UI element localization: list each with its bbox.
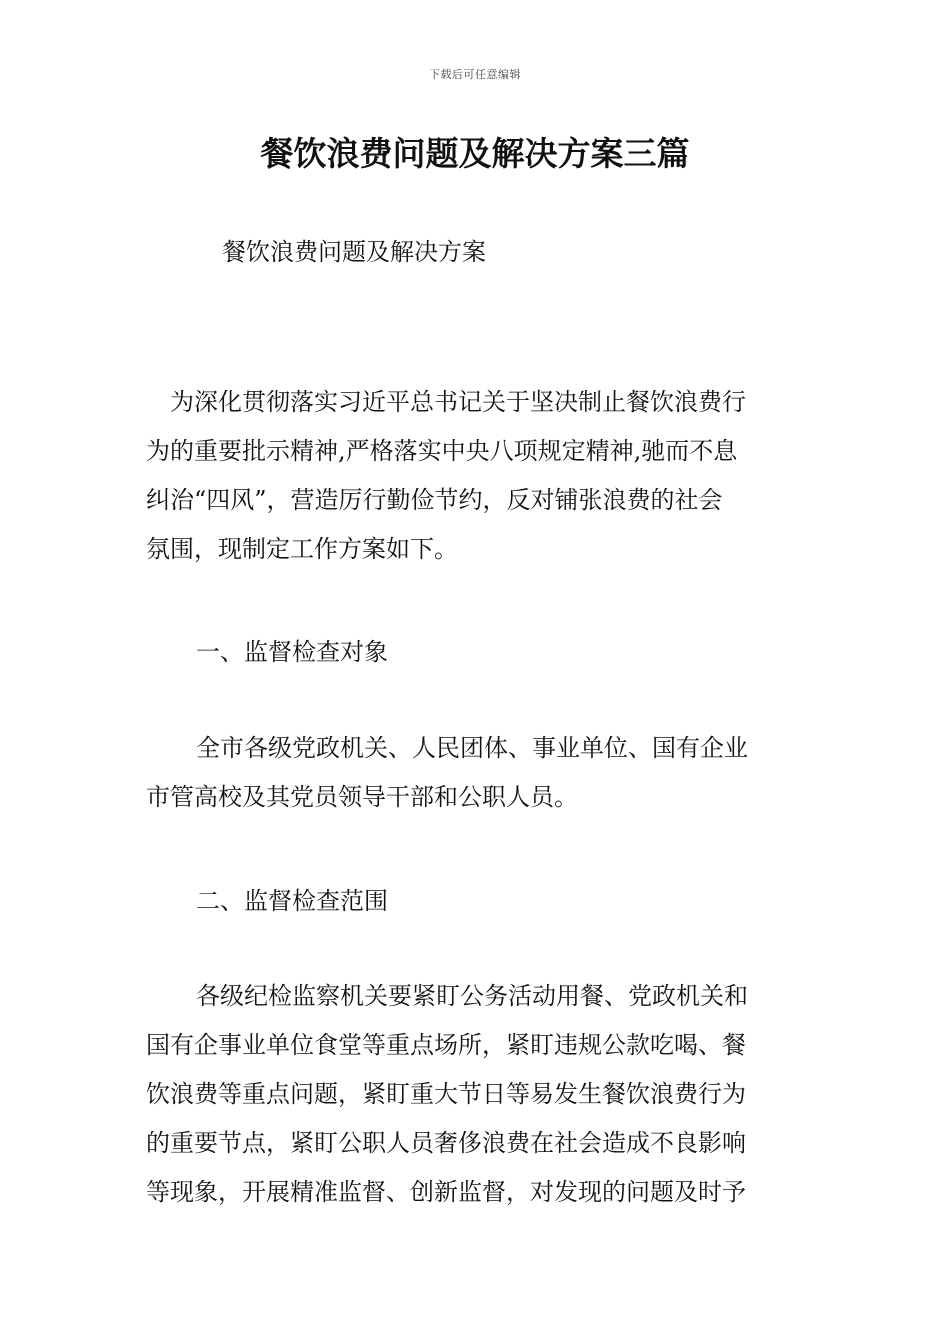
header-note: 下载后可任意编辑 bbox=[429, 68, 521, 81]
paragraph-line: 饮浪费等重点问题，紧盯重大节日等易发生餐饮浪费行为 bbox=[146, 1080, 746, 1108]
paragraph-line: 国有企事业单位食堂等重点场所，紧盯违规公款吃喝、餐 bbox=[146, 1031, 746, 1059]
intro-paragraph bbox=[146, 378, 808, 574]
paragraph-line: 为深化贯彻落实习近平总书记关于坚决制止餐饮浪费行 bbox=[170, 388, 746, 416]
paragraph-line: 的重要节点，紧盯公职人员奢侈浪费在社会造成不良影响 bbox=[146, 1129, 746, 1157]
section-1-paragraph bbox=[146, 724, 808, 822]
paragraph-line: 全市各级党政机关、人民团体、事业单位、国有企业 bbox=[196, 734, 748, 762]
paragraph-line: 市管高校及其党员领导干部和公职人员。 bbox=[146, 783, 578, 811]
section-heading-1: 一、监督检查对象 bbox=[196, 638, 388, 666]
section-2-paragraph bbox=[146, 972, 808, 1217]
paragraph-line: 等现象，开展精准监督、创新监督，对发现的问题及时予 bbox=[146, 1178, 746, 1206]
section-heading-2: 二、监督检查范围 bbox=[196, 887, 388, 915]
paragraph-line: 纠治“四风”，营造厉行勤俭节约，反对铺张浪费的社会 bbox=[146, 486, 723, 514]
paragraph-line: 氛围，现制定工作方案如下。 bbox=[146, 535, 458, 563]
paragraph-line: 各级纪检监察机关要紧盯公务活动用餐、党政机关和 bbox=[196, 982, 748, 1010]
paragraph-line: 为的重要批示精神,严格落实中央八项规定精神,驰而不息 bbox=[146, 437, 738, 465]
document-subtitle: 餐饮浪费问题及解决方案 bbox=[222, 238, 486, 266]
document-title: 餐饮浪费问题及解决方案三篇 bbox=[260, 134, 690, 173]
